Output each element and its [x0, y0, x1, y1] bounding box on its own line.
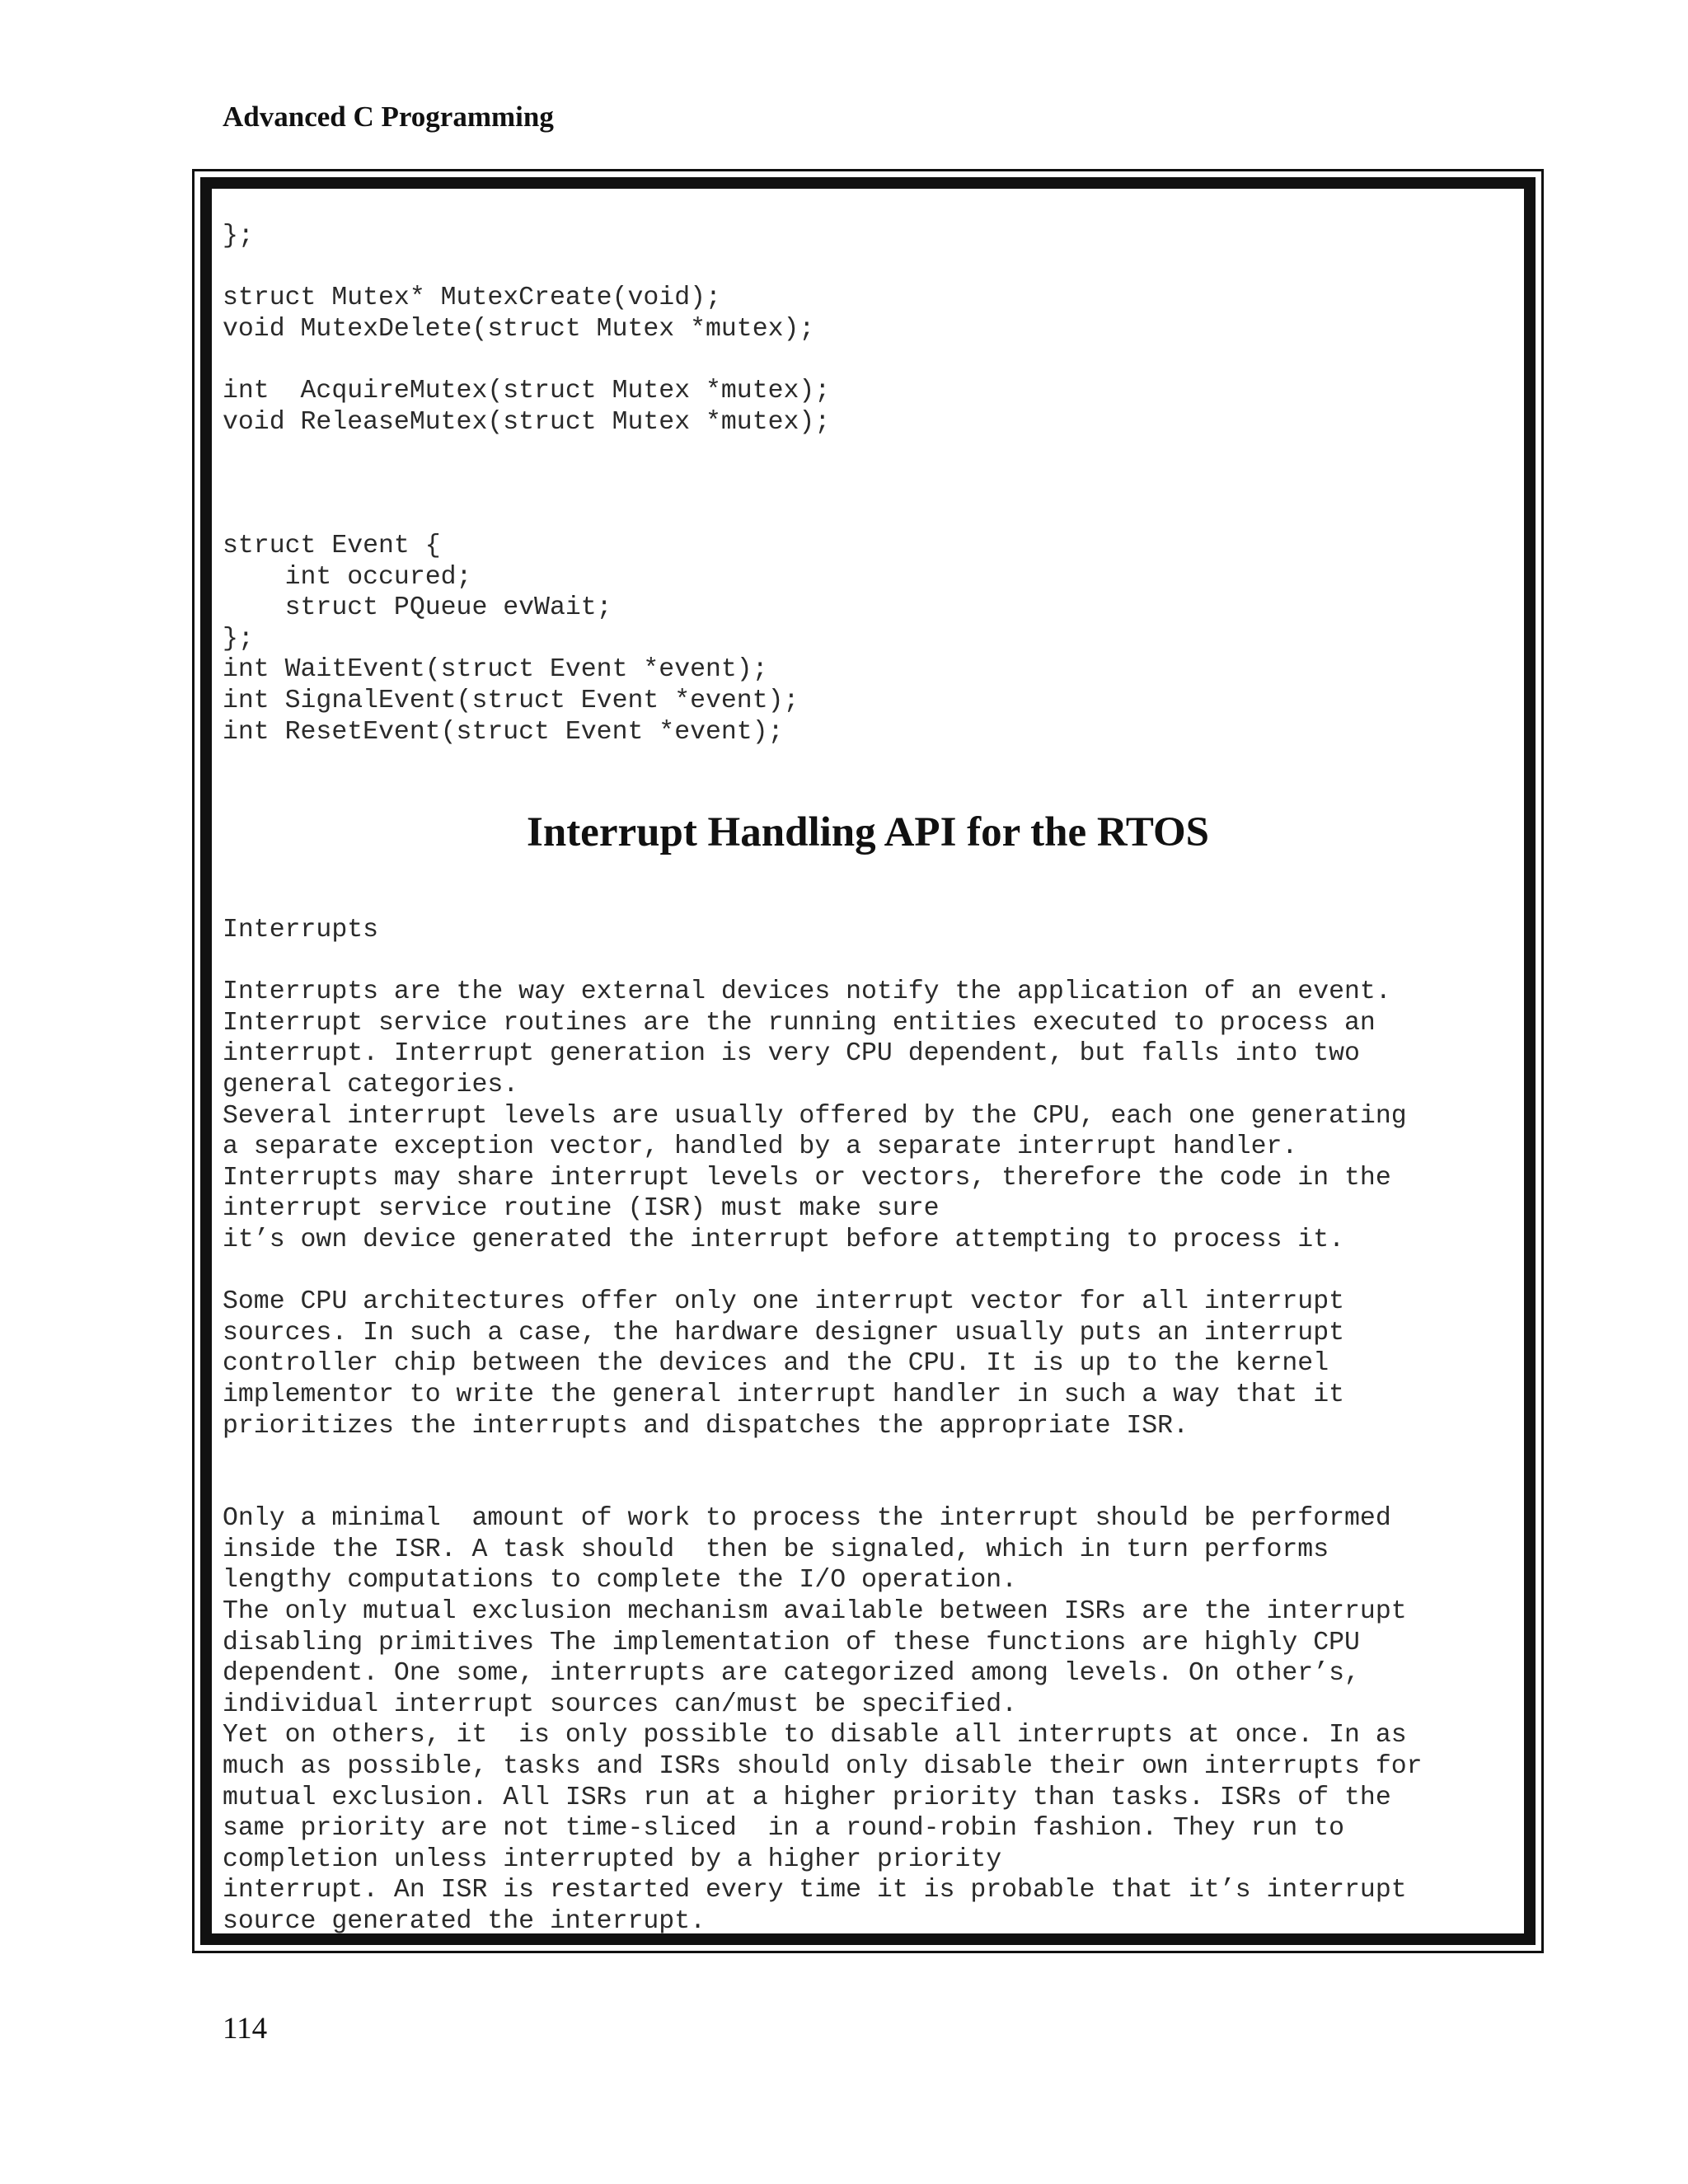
page-number: 114 — [223, 2012, 268, 2046]
code-block-mutex-event-api: }; struct Mutex* MutexCreate(void); void MutexDelete(struct Mutex *mutex); int AcquireMutex(struct Mutex *mutex); void ReleaseMutex(struct Mutex *mutex); struct Event { int occured; struct PQueue evWait; }; int WaitEvent(struct Event *event); int SignalEvent(struct Event *event); int ResetEvent(struct Event *event); — [223, 222, 831, 747]
running-header-book-title: Advanced C Programming — [223, 101, 554, 133]
section-title: Interrupt Handling API for the RTOS — [526, 809, 1210, 855]
interrupts-body-text: Interrupts Interrupts are the way external devices notify the application of an event. Interrupt service routines are the running entities executed to process an interrupt. Interrupt generation is very CPU dependent, but falls into two general categories. Several interrupt levels are usually offered by the CPU, each one generating a separate exception vector, handled by a separate interrupt handler. Interrupts may share interrupt levels or vectors, therefore the code in the interrupt service routine (ISR) must make sure it’s own device generated the interrupt before attempting to process it. Some CPU architectures offer only one interrupt vector for all interrupt sources. In such a case, the hardware designer usually puts an interrupt controller chip between the devices and the CPU. It is up to the kernel implementor to write the general interrupt handler in such a way that it prioritizes the interrupts and dispatches the appropriate ISR. Only a minimal amount of work to process the interrupt should be performed inside the ISR. A task should then be signaled, which in turn performs lengthy computations to complete the I/O operation. The only mutual exclusion mechanism available between ISRs are the interrupt disabling primitives The implementation of these functions are highly CPU dependent. One some, interrupts are categorized among levels. On other’s, individual interrupt sources can/must be specified. Yet on others, it is only possible to disable all interrupts at once. In as much as possible, tasks and ISRs should only disable their own interrupts for mutual exclusion. All ISRs run at a higher priority than tasks. ISRs of the same priority are not time-sliced in a round-robin fashion. They run to completion unless interrupted by a higher priority interrupt. An ISR is restarted every time it is probable that it’s interrupt source generated the interrupt. — [223, 916, 1423, 1936]
